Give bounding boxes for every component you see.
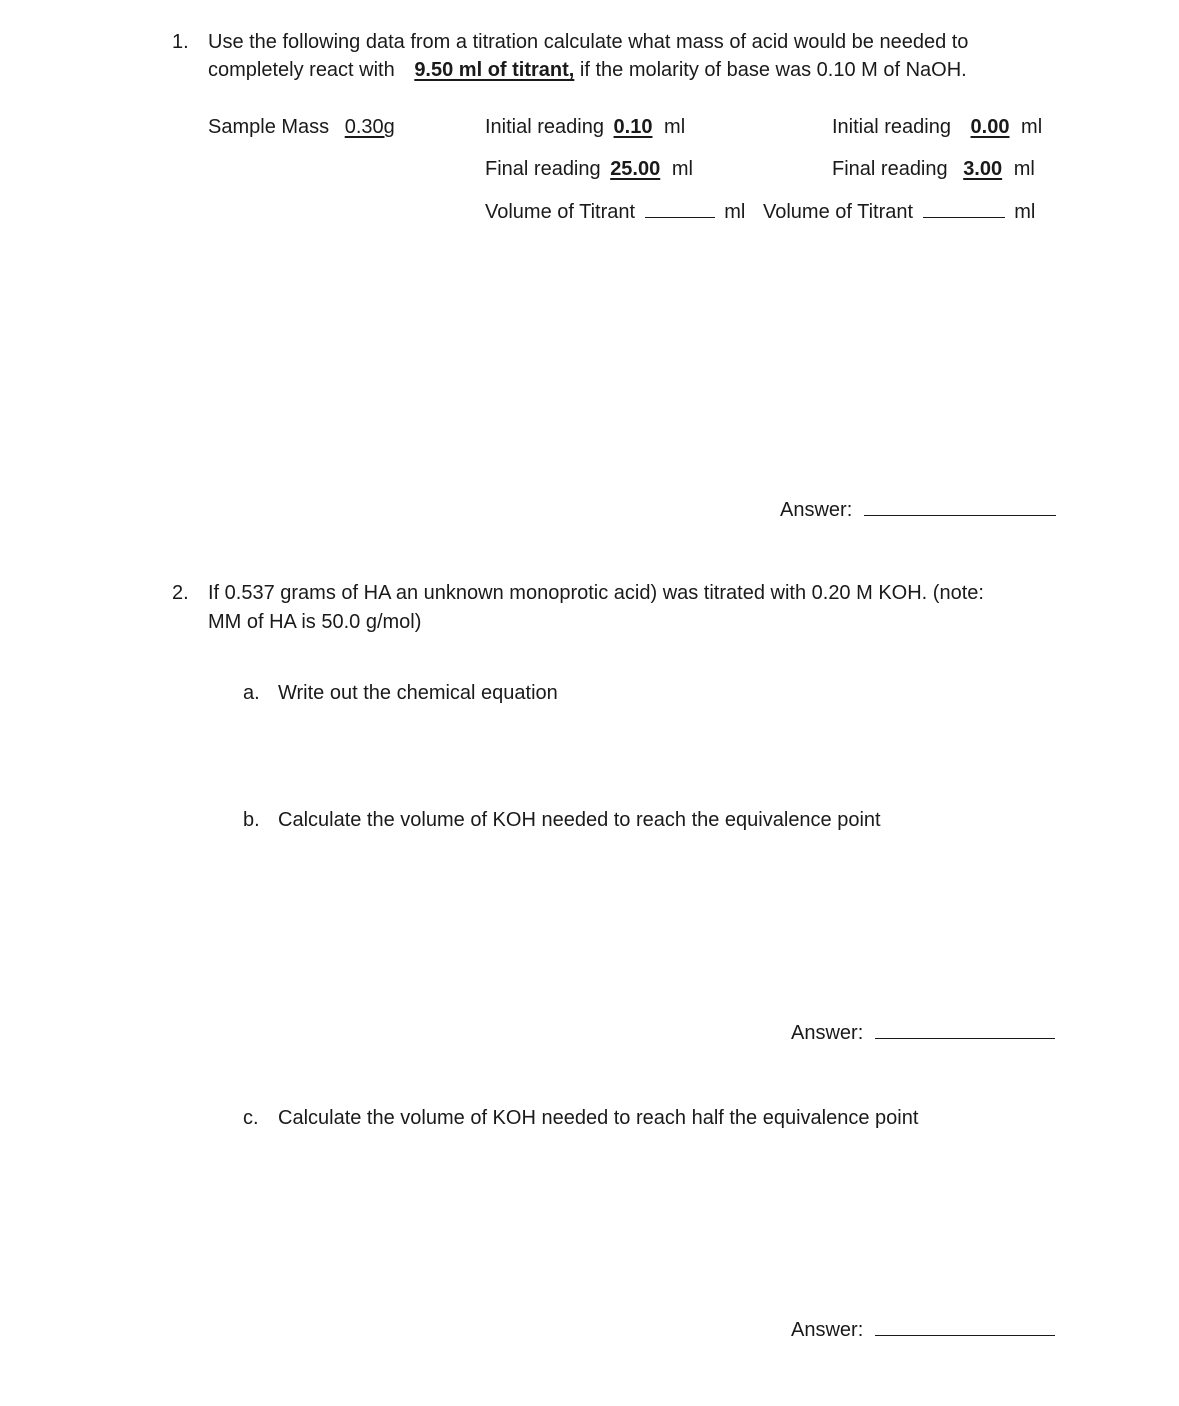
q2-line1: If 0.537 grams of HA an unknown monoprotic acid) was titrated with 0.20 M KOH. (note: [208,582,984,604]
trial2-final-label: Final reading [832,158,948,180]
q1-answer-blank[interactable] [864,497,1056,516]
q2-part-c-answer [791,1317,1055,1342]
trial1-volume-of-titrant [485,199,745,224]
trial1-volume-unit: ml [724,201,746,223]
q1-number: 1. [172,31,189,53]
q2-part-b-letter: b. [243,809,260,831]
q2-part-a-letter: a. [243,682,260,704]
trial1-initial-label: Initial reading [485,116,604,138]
trial2-volume-blank[interactable] [923,199,1005,218]
trial1-volume-label: Volume of Titrant [485,201,636,223]
trial2-volume-unit: ml [1014,201,1036,223]
q2-part-c-text: Calculate the volume of KOH needed to reach half the equivalence point [278,1107,919,1129]
q2-part-c-answer-label: Answer: [791,1319,864,1341]
trial1-final-value: 25.00 [610,158,661,180]
trial2-volume-of-titrant [763,199,1035,224]
sample-mass [208,115,395,139]
trial1-final-label: Final reading [485,158,601,180]
trial2-initial-label: Initial reading [832,116,951,138]
trial2-initial-unit: ml [1021,116,1043,138]
trial2-final-value: 3.00 [963,158,1003,180]
q2-part-b-text: Calculate the volume of KOH needed to reach the equivalence point [278,809,881,831]
sample-mass-label: Sample Mass [208,116,330,138]
q1-line2-post: if the molarity of base was 0.10 M of NaOH. [579,59,967,81]
trial1-initial-value: 0.10 [613,116,653,138]
q1-line2 [208,58,967,82]
trial2-initial-reading [832,115,1042,139]
trial1-initial-unit: ml [664,116,686,138]
trial1-initial-reading [485,115,685,139]
q2-part-c-letter: c. [243,1107,259,1129]
q2-part-b-answer-blank[interactable] [875,1020,1055,1039]
trial2-final-unit: ml [1013,158,1035,180]
q2-line2: MM of HA is 50.0 g/mol) [208,611,422,633]
trial1-volume-blank[interactable] [645,199,715,218]
q2-part-b-answer-label: Answer: [791,1022,864,1044]
sample-mass-value: 0.30g [344,116,395,138]
q1-answer [780,497,1056,522]
q2-number: 2. [172,582,189,604]
q2-part-b-answer [791,1020,1055,1045]
q1-titrant-volume: 9.50 ml of titrant, [414,59,575,81]
trial2-final-reading [832,157,1035,181]
q2-part-c-answer-blank[interactable] [875,1317,1055,1336]
trial1-final-reading [485,157,693,181]
q2-part-a-text: Write out the chemical equation [278,682,558,704]
q1-line1: Use the following data from a titration calculate what mass of acid would be needed to [208,31,969,53]
q1-answer-label: Answer: [780,499,853,521]
trial2-volume-label: Volume of Titrant [763,201,914,223]
trial2-initial-value: 0.00 [970,116,1010,138]
trial1-final-unit: ml [671,158,693,180]
q1-line2-pre: completely react with [208,59,395,81]
